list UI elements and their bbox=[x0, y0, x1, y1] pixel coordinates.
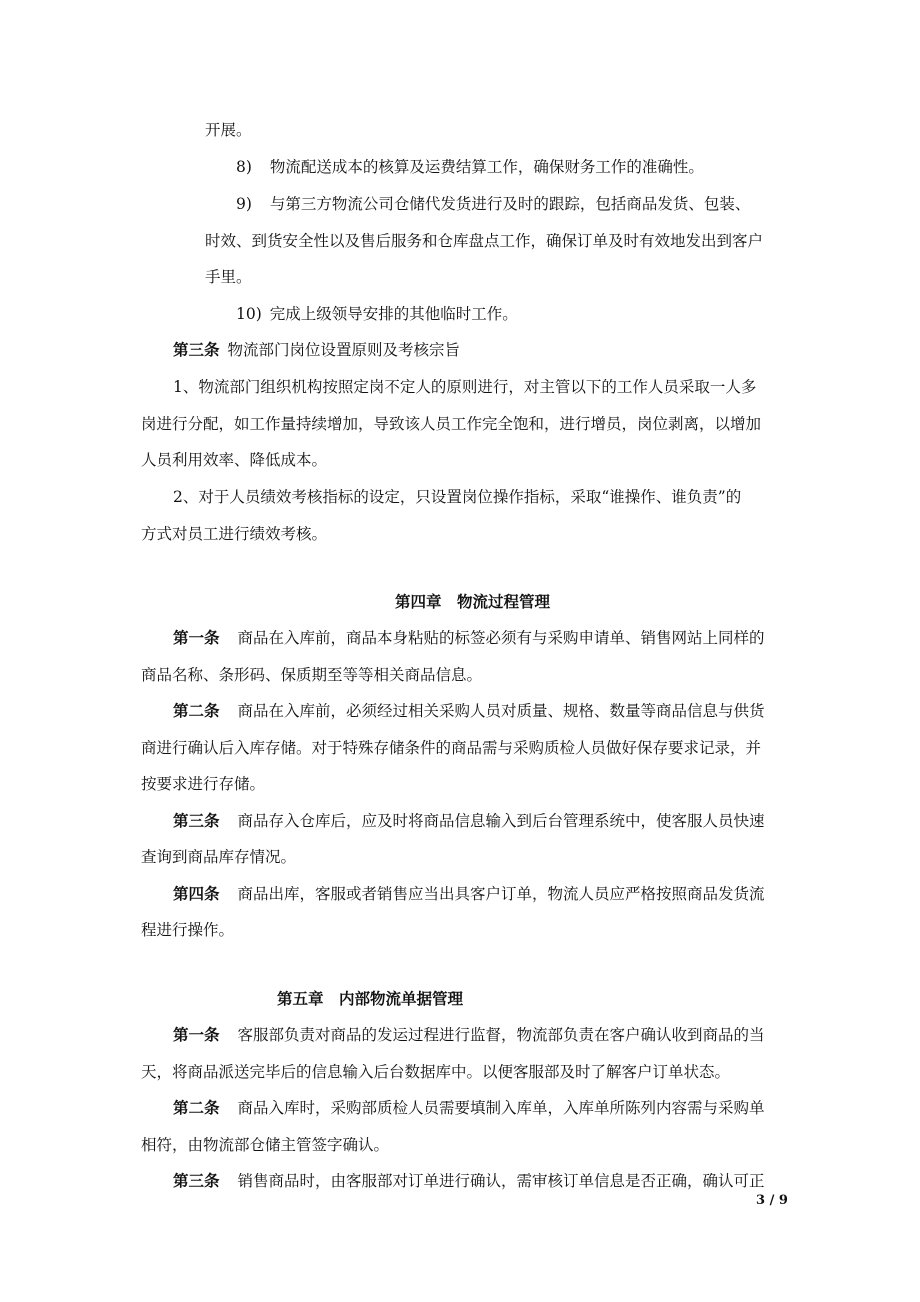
chapter-4-article-1 bbox=[173, 628, 765, 648]
list-item-9-line3: 手里。 bbox=[205, 268, 252, 286]
list-item-number: 8) bbox=[236, 158, 252, 176]
article-text: 商品出库，客服或者销售应当出具客户订单，物流人员应严格按照商品发货流 bbox=[237, 885, 765, 903]
article-3-p2-line1: 2、对于人员绩效考核指标的设定，只设置岗位操作指标，采取“谁操作、谁负责”的 bbox=[173, 488, 742, 506]
chapter-5-article-3 bbox=[173, 1171, 765, 1191]
list-item-number: 10) bbox=[236, 305, 262, 323]
list-item-9-line2: 时效、到货安全性以及售后服务和仓库盘点工作，确保订单及时有效地发出到客户 bbox=[205, 232, 764, 250]
article-label: 第一条 bbox=[173, 1025, 220, 1044]
list-item-7-tail: 开展。 bbox=[205, 121, 252, 139]
list-item-text: 与第三方物流公司仓储代发货进行及时的跟踪，包括商品发货、包装、 bbox=[269, 195, 751, 213]
article-label: 第四条 bbox=[173, 884, 220, 903]
chapter-5-article-2 bbox=[173, 1098, 765, 1118]
list-item-10 bbox=[236, 304, 518, 324]
list-item-text: 完成上级领导安排的其他临时工作。 bbox=[269, 305, 518, 323]
chapter-4-article-4 bbox=[173, 884, 765, 904]
chapter-4-article-2-line2: 商进行确认后入库存储。对于特殊存储条件的商品需与采购质检人员做好保存要求记录，并 bbox=[141, 739, 762, 757]
chapter-4-article-3 bbox=[173, 811, 765, 831]
chapter-5-article-2-line2: 相符，由物流部仓储主管签字确认。 bbox=[141, 1136, 390, 1154]
list-item-text: 物流配送成本的核算及运费结算工作，确保财务工作的准确性。 bbox=[269, 158, 704, 176]
article-text: 商品入库时，采购部质检人员需要填制入库单，入库单所陈列内容需与采购单 bbox=[237, 1099, 765, 1117]
chapter-5-title: 第五章 内部物流单据管理 bbox=[277, 989, 464, 1008]
article-label: 第一条 bbox=[173, 628, 220, 647]
chapter-5-article-1-line2: 天，将商品派送完毕后的信息输入后台数据库中。以便客服部及时了解客户订单状态。 bbox=[141, 1063, 731, 1081]
article-3-heading bbox=[173, 340, 460, 360]
article-3-p1-line3: 人员利用效率、降低成本。 bbox=[141, 451, 328, 469]
article-text: 商品存入仓库后，应及时将商品信息输入到后台管理系统中，使客服人员快速 bbox=[237, 812, 765, 830]
chapter-4-article-3-line2: 查询到商品库存情况。 bbox=[141, 848, 297, 866]
chapter-4-article-2-line3: 按要求进行存储。 bbox=[141, 775, 266, 793]
list-item-9 bbox=[236, 194, 750, 214]
page-number: 3 / 9 bbox=[756, 1193, 788, 1208]
article-text: 商品在入库前，必须经过相关采购人员对质量、规格、数量等商品信息与供货 bbox=[237, 702, 765, 720]
article-3-p2-line2: 方式对员工进行绩效考核。 bbox=[141, 525, 328, 543]
article-3-p1-line2: 岗进行分配，如工作量持续增加，导致该人员工作完全饱和，进行增员，岗位剥离，以增加 bbox=[141, 415, 762, 433]
list-item-number: 9) bbox=[236, 195, 252, 213]
article-title: 物流部门岗位设置原则及考核宗旨 bbox=[227, 341, 461, 359]
chapter-4-title: 第四章 物流过程管理 bbox=[395, 592, 551, 611]
article-text: 客服部负责对商品的发运过程进行监督，物流部负责在客户确认收到商品的当 bbox=[237, 1026, 765, 1044]
article-text: 商品在入库前，商品本身粘贴的标签必须有与采购申请单、销售网站上同样的 bbox=[237, 629, 765, 647]
article-label: 第二条 bbox=[173, 701, 220, 720]
chapter-5-article-1 bbox=[173, 1025, 765, 1045]
chapter-4-article-1-line2: 商品名称、条形码、保质期至等等相关商品信息。 bbox=[141, 666, 483, 684]
chapter-4-article-2 bbox=[173, 701, 765, 721]
article-text: 销售商品时，由客服部对订单进行确认，需审核订单信息是否正确，确认可正 bbox=[237, 1172, 765, 1190]
article-label: 第二条 bbox=[173, 1098, 220, 1117]
article-label: 第三条 bbox=[173, 811, 220, 830]
article-label: 第三条 bbox=[173, 1171, 220, 1190]
article-3-p1-line1: 1、物流部门组织机构按照定岗不定人的原则进行，对主管以下的工作人员采取一人多 bbox=[173, 378, 757, 396]
article-label: 第三条 bbox=[173, 340, 220, 359]
chapter-4-article-4-line2: 程进行操作。 bbox=[141, 921, 235, 939]
list-item-8 bbox=[236, 157, 704, 177]
